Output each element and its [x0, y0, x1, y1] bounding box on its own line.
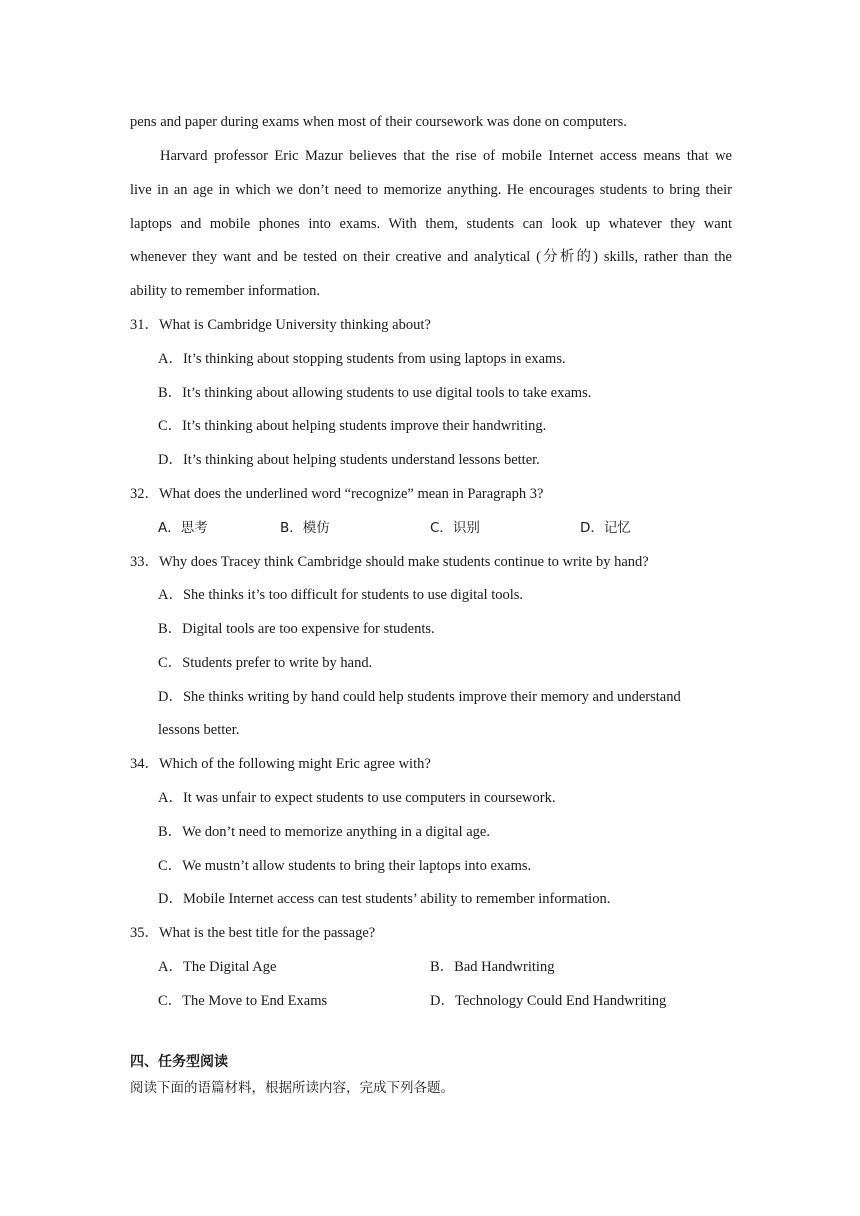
question-31-stem: 31．What is Cambridge University thinking about? — [130, 317, 431, 333]
question-31-option-b: B．It’s thinking about allowing students to use digital tools to take exams. — [158, 385, 592, 401]
question-32-option-a: A．思考 — [158, 520, 208, 536]
question-33-option-b: B．Digital tools are too expensive for students. — [158, 621, 435, 637]
question-34-option-c: C．We mustn’t allow students to bring their laptops into exams. — [158, 858, 532, 874]
question-35-option-a: A．The Digital Age — [158, 959, 277, 975]
question-33-stem: 33．Why does Tracey think Cambridge should make students continue to write by hand? — [130, 554, 649, 570]
passage-line: laptops and mobile phones into exams. With them, students can look up whatever they want — [130, 216, 732, 232]
question-34-stem: 34．Which of the following might Eric agree with? — [130, 756, 431, 772]
question-35-option-d: D．Technology Could End Handwriting — [430, 993, 667, 1009]
section-heading: 四、任务型阅读 — [130, 1054, 228, 1070]
question-33-option-d: D．She thinks writing by hand could help students improve their memory and understand — [158, 689, 681, 705]
question-33-option-d-continued: lessons better. — [158, 722, 240, 738]
passage-line: ability to remember information. — [130, 283, 321, 299]
question-35-stem: 35．What is the best title for the passage? — [130, 925, 376, 941]
question-34-option-a: A．It was unfair to expect students to use computers in coursework. — [158, 790, 556, 806]
question-33-option-c: C．Students prefer to write by hand. — [158, 655, 373, 671]
section-instruction: 阅读下面的语篇材料，根据所读内容，完成下列各题。 — [130, 1080, 454, 1096]
question-32-option-c: C．识别 — [430, 520, 480, 536]
question-34-option-d: D．Mobile Internet access can test students’ ability to remember information. — [158, 891, 611, 907]
question-32-option-d: D．记忆 — [580, 520, 631, 536]
passage-line: whenever they want and be tested on their creative and analytical (分析的) skills, rather than the — [130, 249, 732, 265]
question-32-stem: 32．What does the underlined word “recognize” mean in Paragraph 3? — [130, 486, 544, 502]
passage-line: Harvard professor Eric Mazur believes that the rise of mobile Internet access means that we — [160, 148, 732, 164]
question-33-option-a: A．She thinks it’s too difficult for students to use digital tools. — [158, 587, 524, 603]
question-35-option-c: C．The Move to End Exams — [158, 993, 328, 1009]
passage-line: pens and paper during exams when most of their coursework was done on computers. — [130, 114, 627, 130]
question-34-option-b: B．We don’t need to memorize anything in a digital age. — [158, 824, 490, 840]
question-32-option-b: B．模仿 — [280, 520, 330, 536]
question-31-option-d: D．It’s thinking about helping students understand lessons better. — [158, 452, 540, 468]
question-35-option-b: B．Bad Handwriting — [430, 959, 555, 975]
question-31-option-a: A．It’s thinking about stopping students from using laptops in exams. — [158, 351, 566, 367]
passage-line: live in an age in which we don’t need to memorize anything. He encourages students to bring their — [130, 182, 732, 198]
question-31-option-c: C．It’s thinking about helping students improve their handwriting. — [158, 418, 547, 434]
